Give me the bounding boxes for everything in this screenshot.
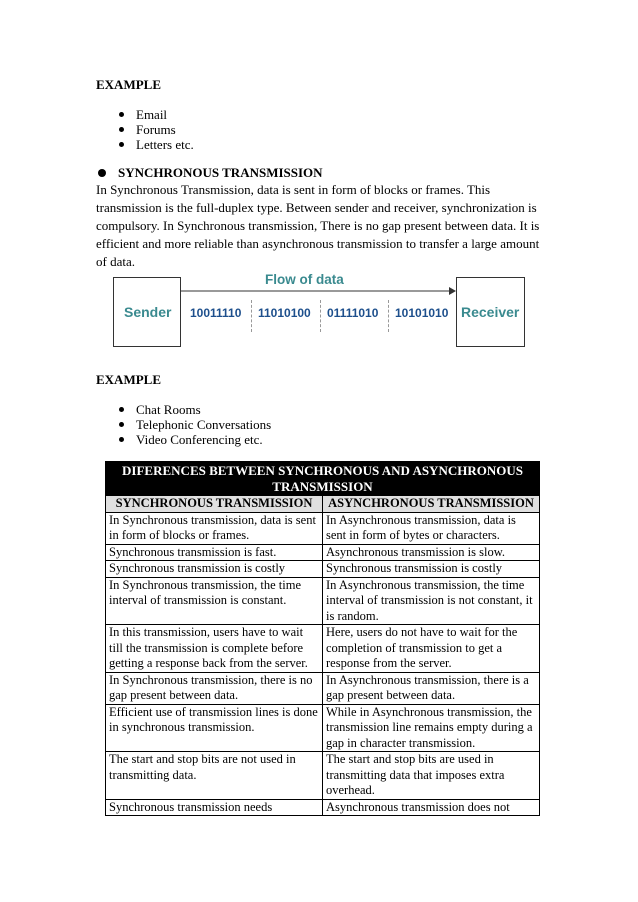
table-title: DIFERENCES BETWEEN SYNCHRONOUS AND ASYNCHRONOUS TRANSMISSION (106, 462, 540, 496)
sync-heading: SYNCHRONOUS TRANSMISSION (118, 165, 323, 180)
paragraph-line: efficient and more reliable than asynchronous transmission to transfer a large amount (96, 236, 540, 251)
list-item (116, 122, 194, 137)
example-heading-1: EXAMPLE (96, 77, 161, 92)
flow-arrow-icon (181, 286, 457, 296)
paragraph-line: compulsory. In Synchronous transmission, There is no gap present between data. It is (96, 218, 540, 233)
flow-diagram (113, 270, 525, 350)
sender-label: Sender (124, 304, 172, 320)
example-list-2 (116, 402, 271, 447)
async-cell: The start and stop bits are used in transmitting data that imposes extra overhead. (323, 752, 540, 800)
list-item-label: Forums (136, 122, 176, 137)
frame-divider (320, 300, 321, 332)
frame-bits: 10101010 (395, 306, 449, 320)
sync-cell: Synchronous transmission is costly (106, 561, 323, 578)
table-row (106, 512, 540, 544)
sender-box (113, 277, 181, 347)
list-item (116, 137, 194, 152)
list-item-label: Email (136, 107, 168, 122)
bullet-icon (119, 407, 124, 412)
list-item-label: Telephonic Conversations (136, 417, 272, 432)
async-cell: In Asynchronous transmission, there is a gap present between data. (323, 672, 540, 704)
example-heading-2: EXAMPLE (96, 372, 161, 387)
receiver-box (456, 277, 525, 347)
table-row (106, 577, 540, 625)
async-cell: While in Asynchronous transmission, the transmission line remains empty during a gap in character transmission. (323, 704, 540, 752)
frame-bits: 10011110 (190, 306, 242, 320)
bullet-icon (119, 422, 124, 427)
async-cell: Asynchronous transmission does not (323, 799, 540, 816)
column-header-asynchronous: ASYNCHRONOUS TRANSMISSION (323, 496, 540, 513)
list-item (116, 107, 194, 122)
sync-cell: In Synchronous transmission, the time interval of transmission is constant. (106, 577, 323, 625)
async-cell: Asynchronous transmission is slow. (323, 544, 540, 561)
sync-cell: Synchronous transmission is fast. (106, 544, 323, 561)
example-list-1 (116, 107, 194, 152)
list-item (116, 417, 271, 432)
list-item (116, 402, 271, 417)
frame-bits: 01111010 (327, 306, 379, 320)
bullet-icon (119, 112, 124, 117)
sync-paragraph (96, 181, 541, 271)
comparison-table (105, 461, 540, 816)
sync-cell: In Synchronous transmission, there is no gap present between data. (106, 672, 323, 704)
paragraph-line: of data. (96, 254, 135, 269)
receiver-label: Receiver (461, 304, 520, 320)
sync-cell: In this transmission, users have to wait till the transmission is complete before getting a response back from the server. (106, 625, 323, 673)
list-item-label: Chat Rooms (136, 402, 201, 417)
bullet-icon (98, 169, 106, 177)
list-item-label: Letters etc. (136, 137, 194, 152)
sync-cell: In Synchronous transmission, data is sent in form of blocks or frames. (106, 512, 323, 544)
async-cell: In Asynchronous transmission, the time interval of transmission is not constant, it is random. (323, 577, 540, 625)
table-row (106, 704, 540, 752)
frame-bits: 11010100 (258, 306, 311, 320)
bullet-icon (119, 127, 124, 132)
async-cell: In Asynchronous transmission, data is sent in form of bytes or characters. (323, 512, 540, 544)
bullet-icon (119, 437, 124, 442)
bullet-icon (119, 142, 124, 147)
frame-divider (388, 300, 389, 332)
list-item (116, 432, 271, 447)
async-cell: Synchronous transmission is costly (323, 561, 540, 578)
sync-cell: The start and stop bits are not used in transmitting data. (106, 752, 323, 800)
sync-cell: Synchronous transmission needs (106, 799, 323, 816)
table-row (106, 544, 540, 561)
table-row (106, 625, 540, 673)
frame-divider (251, 300, 252, 332)
table-row (106, 799, 540, 816)
paragraph-line: transmission is the full-duplex type. Between sender and receiver, synchronization is (96, 200, 537, 215)
sync-cell: Efficient use of transmission lines is done in synchronous transmission. (106, 704, 323, 752)
async-cell: Here, users do not have to wait for the completion of transmission to get a response from the server. (323, 625, 540, 673)
table-row (106, 672, 540, 704)
paragraph-line: In Synchronous Transmission, data is sent in form of blocks or frames. This (96, 182, 491, 197)
table-row (106, 561, 540, 578)
column-header-synchronous: SYNCHRONOUS TRANSMISSION (106, 496, 323, 513)
flow-label: Flow of data (265, 272, 344, 287)
list-item-label: Video Conferencing etc. (136, 432, 263, 447)
table-row (106, 752, 540, 800)
